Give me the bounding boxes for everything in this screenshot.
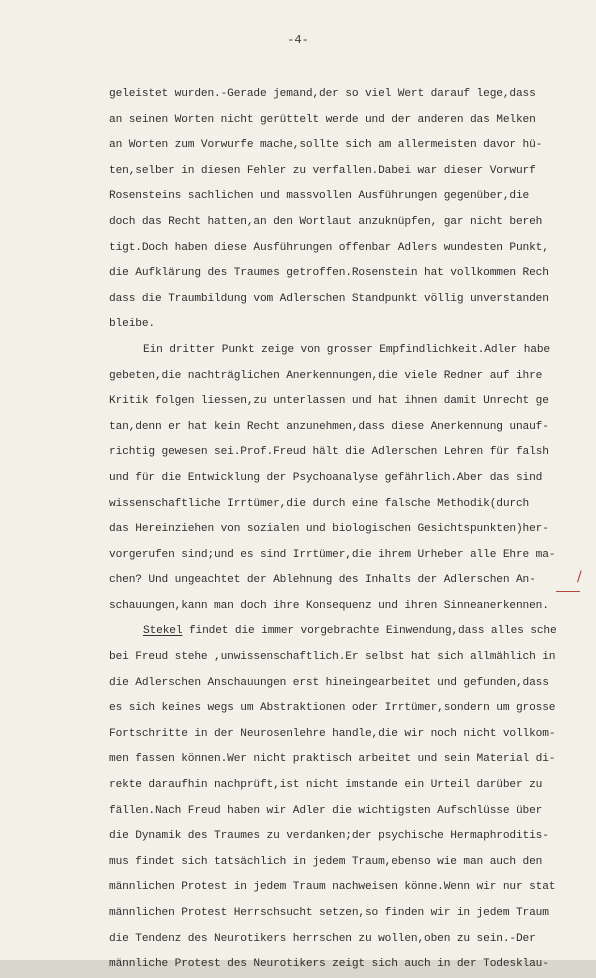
text-line: die Dynamik des Traumes zu verdanken;der psychische Hermaphroditis- — [109, 830, 549, 843]
text-line: rekte daraufhin nachprüft,ist nicht imstande ein Urteil darüber zu — [109, 779, 543, 792]
text-line: bei Freud stehe ,unwissenschaftlich.Er selbst hat sich allmählich in — [109, 651, 556, 664]
margin-mark: / — [577, 569, 582, 585]
text-line: das Hereinziehen von sozialen und biologischen Gesichtspunkten)her- — [109, 523, 549, 536]
text-line: tigt.Doch haben diese Ausführungen offenbar Adlers wundesten Punkt, — [109, 241, 549, 254]
text-line: schauungen,kann man doch ihre Konsequenz und ihren Sinneanerkennen. — [109, 599, 549, 612]
text-line: chen? Und ungeachtet der Ablehnung des Inhalts der Adlerschen An- — [109, 574, 536, 587]
text-line: men fassen können.Wer nicht praktisch arbeitet und sein Material di- — [109, 753, 556, 766]
page-number: -4- — [287, 33, 309, 47]
text-line: richtig gewesen sei.Prof.Freud hält die Adlerschen Lehren für falsh — [109, 446, 549, 459]
text-line: fällen.Nach Freud haben wir Adler die wichtigsten Aufschlüsse über — [109, 804, 543, 817]
text-line: männliche Protest des Neurotikers zeigt sich auch in der Todesklau- — [109, 958, 549, 971]
text-line: Rosensteins sachlichen und massvollen Ausführungen gegenüber,die — [109, 190, 530, 203]
paragraph-3 — [109, 619, 584, 977]
text-line: es sich keines wegs um Abstraktionen oder Irrtümer,sondern um grosse — [109, 702, 556, 715]
text-line: vorgerufen sind;und es sind Irrtümer,die ihrem Urheber alle Ehre ma- — [109, 548, 556, 561]
text-line: an seinen Worten nicht gerüttelt werde und der anderen das Melken — [109, 113, 536, 126]
typescript-body — [109, 82, 584, 978]
text-line: doch das Recht hatten,an den Wortlaut anzuknüpfen, gar nicht bereh — [109, 215, 543, 228]
text-line: männlichen Protest Herrschsucht setzen,so finden wir in jedem Traum — [109, 907, 549, 919]
text-line: dass die Traumbildung vom Adlerschen Standpunkt völlig unverstanden — [109, 292, 549, 305]
text-line: mus findet sich tatsächlich in jedem Traum,ebenso wie man auch den — [109, 855, 543, 868]
speaker-name: Stekel — [143, 625, 183, 638]
text-line: geleistet wurden.-Gerade jemand,der so viel Wert darauf lege,dass — [109, 88, 536, 100]
text-line: tan,denn er hat kein Recht anzunehmen,dass diese Anerkennung unauf- — [109, 420, 549, 433]
text-line: und für die Entwicklung der Psychoanalyse gefährlich.Aber das sind — [109, 471, 543, 484]
text-line: die Tendenz des Neurotikers herrschen zu wollen,oben zu sein.-Der — [109, 932, 536, 945]
text-line: die Aufklärung des Traumes getroffen.Rosenstein hat vollkommen Rech — [109, 267, 549, 280]
text-line: gebeten,die nachträglichen Anerkennungen,die viele Redner auf ihre — [109, 369, 543, 382]
text-line: bleibe. — [109, 318, 155, 331]
paragraph-1 — [109, 82, 584, 338]
text-line: Kritik folgen liessen,zu unterlassen und hat ihnen damit Unrecht ge — [109, 395, 549, 408]
text-line: an Worten zum Vorwurfe mache,sollte sich am allermeisten davor hü- — [109, 139, 543, 152]
text-line: die Adlerschen Anschauungen erst hineingearbeitet und gefunden,dass — [109, 676, 549, 689]
text-line: ten,selber in diesen Fehler zu verfallen.Dabei war dieser Vorwurf — [109, 164, 536, 177]
text-line: Ein dritter Punkt zeige von grosser Empfindlichkeit.Adler habe — [143, 343, 550, 356]
text-line: männlichen Protest in jedem Traum nachweisen könne.Wenn wir nur stat — [109, 881, 556, 894]
text-span: findet die immer vorgebrachte Einwendung,dass alles sche — [182, 625, 557, 638]
margin-dash — [556, 591, 580, 592]
text-line: wissenschaftliche Irrtümer,die durch eine falsche Methodik(durch — [109, 497, 530, 510]
paragraph-2 — [109, 338, 584, 620]
text-line — [109, 619, 584, 645]
text-line: Fortschritte in der Neurosenlehre handle,die wir noch nicht vollkom- — [109, 727, 556, 740]
